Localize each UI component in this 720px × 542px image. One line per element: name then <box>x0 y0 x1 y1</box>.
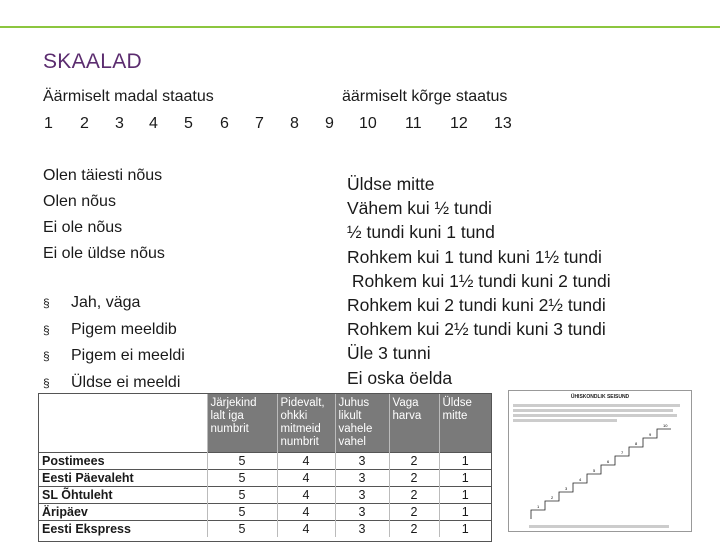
staircase-diagram <box>509 419 691 529</box>
table-cell-name: Eesti Ekspress <box>39 521 207 538</box>
table-cell-value: 2 <box>389 453 439 470</box>
scale-number: 7 <box>255 115 264 132</box>
status-ladder-thumbnail <box>508 390 692 532</box>
list-item <box>43 317 185 344</box>
list-item: Rohkem kui 1½ tundi kuni 2 tundi <box>347 270 611 291</box>
liking-list <box>43 290 185 396</box>
table-cell-value: 1 <box>439 504 491 521</box>
table-cell-value: 3 <box>335 521 389 538</box>
table-cell-value: 4 <box>277 453 335 470</box>
top-bar <box>0 0 720 26</box>
scale-number: 2 <box>80 115 89 132</box>
bullet-icon: § <box>43 296 50 310</box>
bullet-icon: § <box>43 375 50 390</box>
staircase-line <box>531 429 671 519</box>
scale-number: 1 <box>44 115 53 132</box>
scale-number: 9 <box>325 115 334 132</box>
table-row <box>39 487 491 504</box>
bullet-icon: § <box>43 322 50 337</box>
table-cell-value: 3 <box>335 470 389 487</box>
list-item: Üldse mitte <box>347 174 435 194</box>
step-number: 2 <box>551 495 554 500</box>
table-cell-value: 5 <box>207 470 277 487</box>
thumbnail-footer <box>529 525 669 528</box>
newspaper-table-image <box>38 393 492 542</box>
table-cell-name: Eesti Päevaleht <box>39 470 207 487</box>
list-item <box>43 343 185 370</box>
list-item: Vähem kui ½ tundi <box>347 198 492 219</box>
table-cell-value: 4 <box>277 521 335 538</box>
list-item: Rohkem kui 2 tundi kuni 2½ tundi <box>347 295 606 316</box>
step-number: 8 <box>635 441 638 446</box>
table-header: Järjekind lalt iga numbrit <box>207 394 277 453</box>
table-header: Pidevalt, ohkki mitmeid numbrit <box>277 394 335 453</box>
table-cell-value: 3 <box>335 487 389 504</box>
scale-number: 3 <box>115 115 124 132</box>
table-cell-value: 1 <box>439 521 491 538</box>
step-number: 7 <box>621 450 624 455</box>
list-item-label: Pigem meeldib <box>71 320 177 338</box>
list-item: Olen täiesti nõus <box>43 167 163 184</box>
table-cell-value: 3 <box>335 453 389 470</box>
table-cell-value: 5 <box>207 487 277 504</box>
table-header: Juhus likult vahele vahel <box>335 394 389 453</box>
table-cell-name: SL Õhtuleht <box>39 487 207 504</box>
list-item: Ei ole üldse nõus <box>43 245 165 262</box>
scale-number: 5 <box>184 115 193 132</box>
table-cell-value: 5 <box>207 504 277 521</box>
bullet-icon: § <box>43 349 50 363</box>
scale-high-label: äärmiselt kõrge staatus <box>342 88 508 105</box>
step-number: 5 <box>593 468 596 473</box>
scale-number: 8 <box>290 115 299 132</box>
step-number: 6 <box>607 459 610 464</box>
table-cell-name: Postimees <box>39 453 207 470</box>
step-number: 10 <box>663 423 668 428</box>
list-item-label: Pigem ei meeldi <box>71 347 185 364</box>
scale-number: 11 <box>405 115 422 132</box>
slide-title: SKAALAD <box>43 50 142 73</box>
table-cell-value: 2 <box>389 504 439 521</box>
table-header-row <box>39 394 491 453</box>
step-number: 3 <box>565 486 568 491</box>
agreement-list <box>43 163 165 267</box>
list-item: Ei oska öelda <box>347 367 453 388</box>
table-cell-value: 1 <box>439 470 491 487</box>
table-row <box>39 453 491 470</box>
table-cell-value: 4 <box>277 504 335 521</box>
table-cell-value: 2 <box>389 470 439 487</box>
list-item <box>43 290 185 317</box>
table-header-blank <box>39 394 207 453</box>
table-row <box>39 470 491 487</box>
list-item: Rohkem kui 1 tund kuni 1½ tundi <box>347 246 602 267</box>
table-row <box>39 521 491 538</box>
list-item: Ei ole nõus <box>43 219 123 236</box>
thumbnail-title: ÜHISKONDLIK SEISUND <box>570 394 630 400</box>
newspaper-table <box>39 394 491 537</box>
list-item: Üle 3 tunni <box>347 343 431 364</box>
table-header: Vaga harva <box>389 394 439 453</box>
time-list <box>347 172 611 390</box>
table-header: Üldse mitte <box>439 394 491 453</box>
list-item: Olen nõus <box>43 193 116 210</box>
list-item-label: Üldse ei meeldi <box>71 373 181 391</box>
table-cell-value: 5 <box>207 453 277 470</box>
scale-number: 12 <box>450 115 468 132</box>
accent-line <box>0 26 720 28</box>
list-item: ½ tundi kuni 1 tund <box>347 222 495 243</box>
step-number: 9 <box>649 432 652 437</box>
table-cell-value: 4 <box>277 470 335 487</box>
table-cell-value: 1 <box>439 487 491 504</box>
list-item-label: Jah, väga <box>71 294 141 311</box>
table-cell-name: Äripäev <box>39 504 207 521</box>
scale-number: 6 <box>220 115 229 132</box>
table-cell-value: 3 <box>335 504 389 521</box>
table-row <box>39 504 491 521</box>
scale-low-label: Äärmiselt madal staatus <box>43 88 214 105</box>
scale-number: 13 <box>494 115 512 132</box>
table-cell-value: 2 <box>389 487 439 504</box>
scale-number: 4 <box>149 115 158 132</box>
table-cell-value: 5 <box>207 521 277 538</box>
table-cell-value: 1 <box>439 453 491 470</box>
list-item: Rohkem kui 2½ tundi kuni 3 tundi <box>347 319 606 340</box>
table-cell-value: 4 <box>277 487 335 504</box>
step-number: 4 <box>579 477 582 482</box>
scale-number: 10 <box>359 115 377 132</box>
table-cell-value: 2 <box>389 521 439 538</box>
step-number: 1 <box>537 504 540 509</box>
